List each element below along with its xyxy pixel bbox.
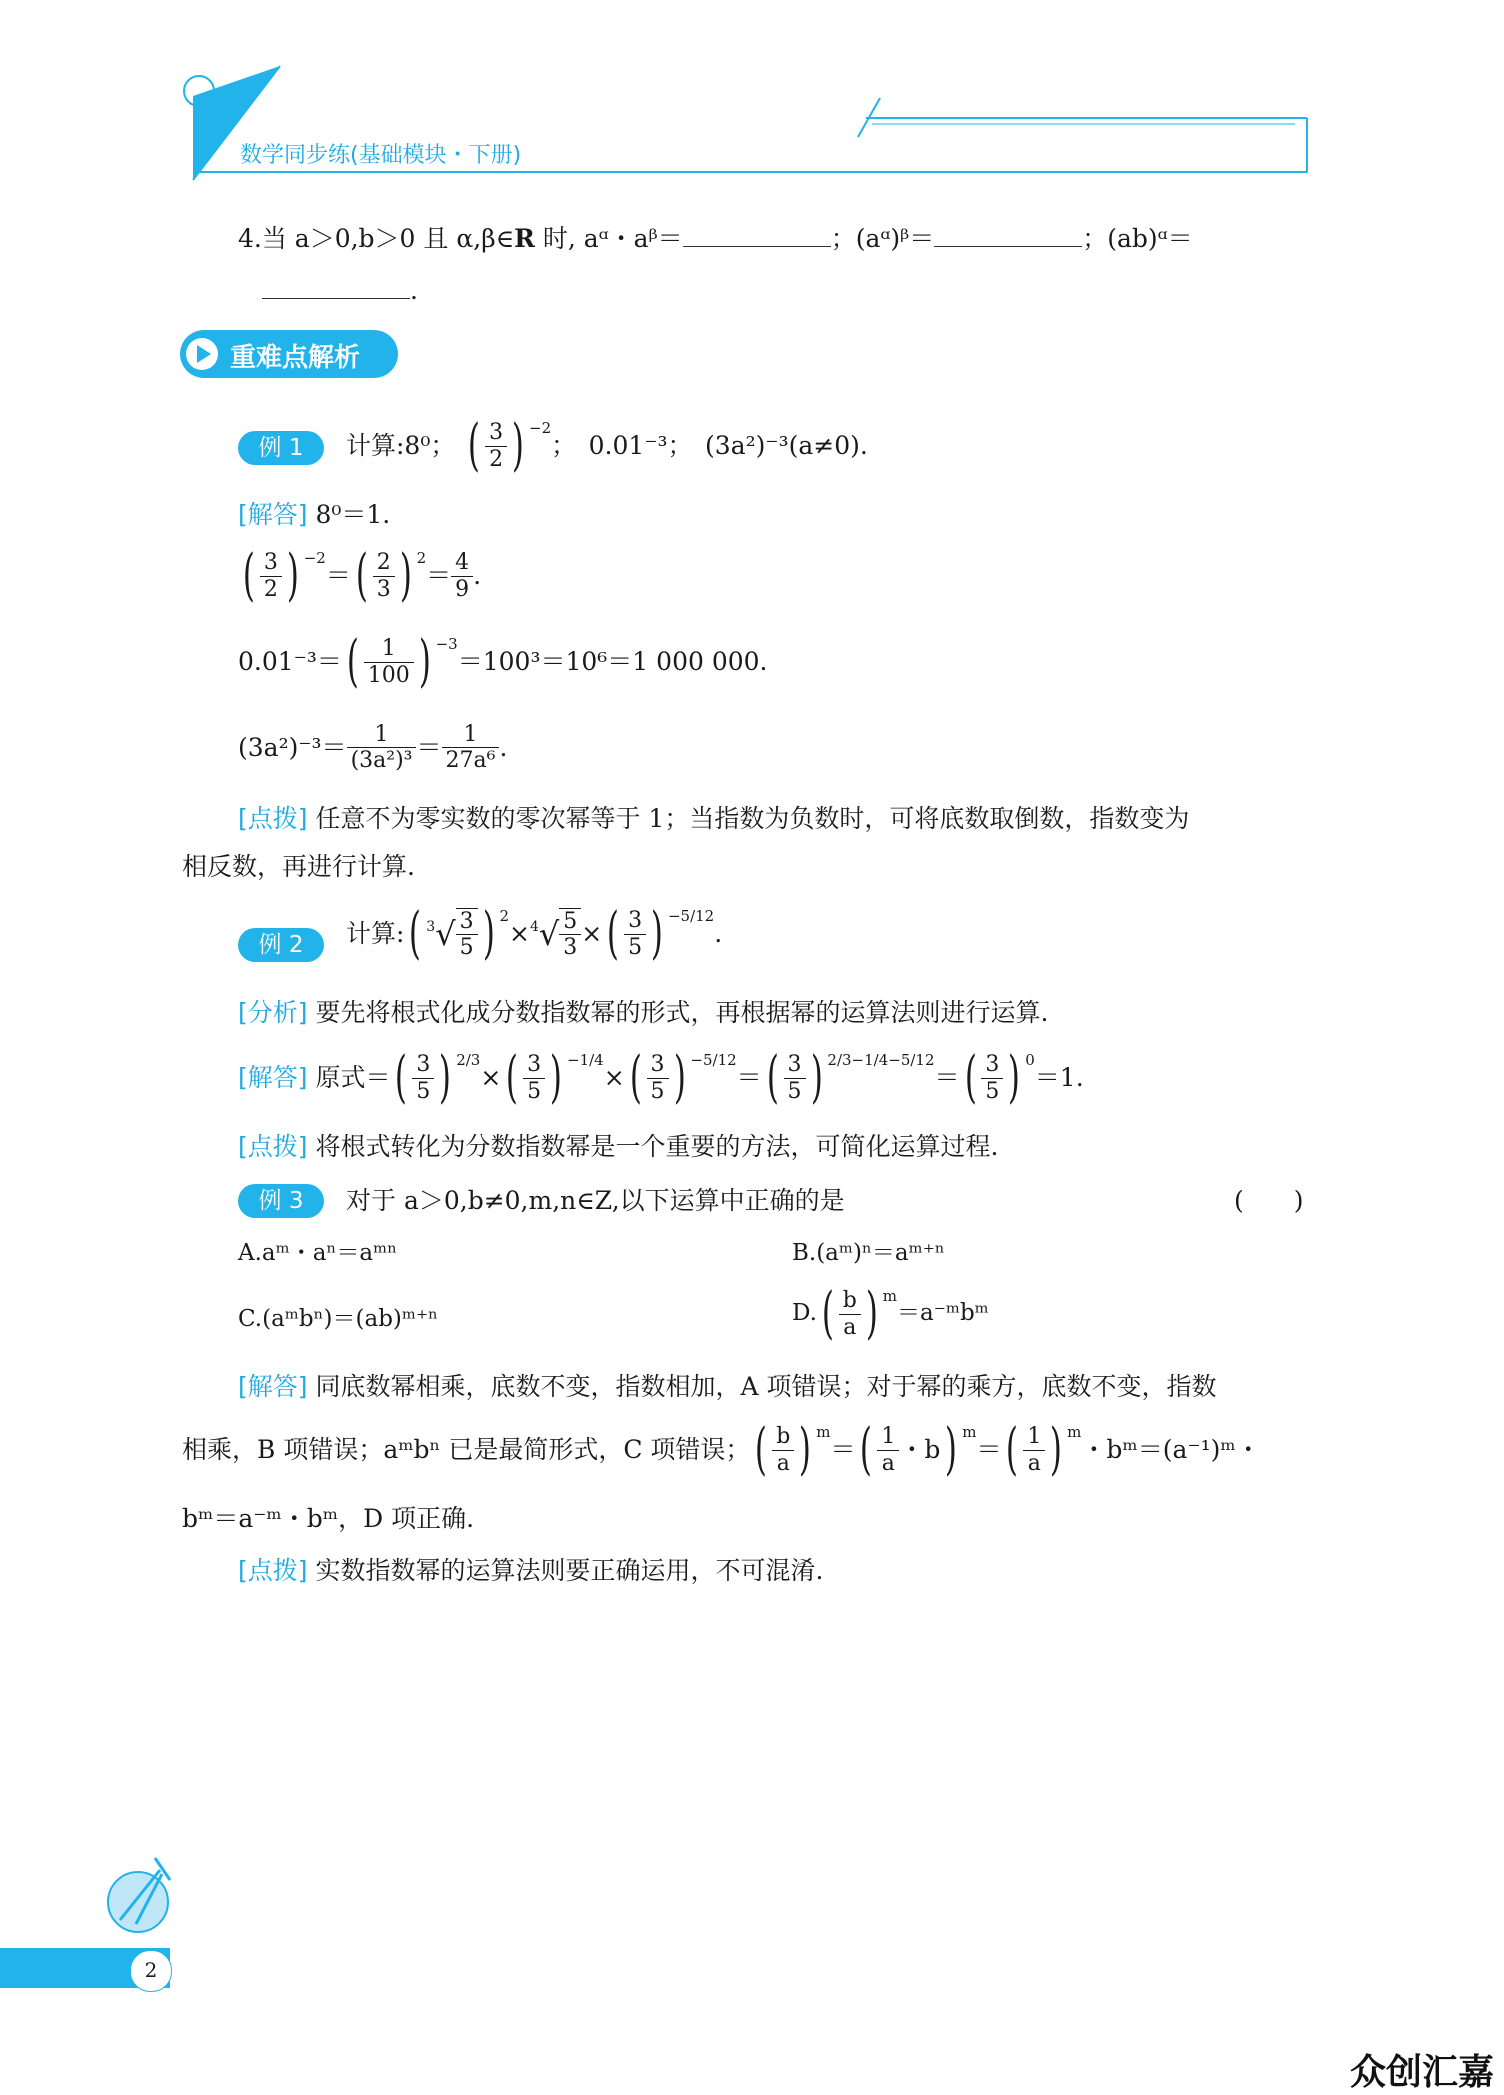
example-3-solve-line3: bᵐ＝a⁻ᵐ・bᵐ，D 项正确. [182,1504,475,1533]
example-3-solve: [解答] 同底数幂相乘，底数不变，指数相加，A 项错误；对于幂的乘方，底数不变，指数 [238,1372,1217,1401]
example-1-tip: [点拨] 任意不为零实数的零次幂等于 1；当指数为负数时，可将底数取倒数，指数变为 [238,804,1190,833]
example-1-solve-line2: ( $\frac{3}{2}$ ) $^{-2}$＝( $\frac{2}{3}$ ) $^2$＝ $\frac{4}{9}$ . [242,543,482,608]
page-number: 2 [130,1950,172,1992]
example-1-solve-line1: [解答] 8⁰＝1. [238,500,391,529]
example-1-pill: 例 1 [238,431,324,465]
example-1-tip-line2: 相反数，再进行计算. [182,852,415,881]
play-icon [184,336,220,372]
question-4: 4.当 a＞0,b＞0 且 α,β∈R 时, aᵅ・aᵝ＝ ；(aᵅ)ᵝ＝ ；(ab)ᵅ＝ [238,220,1193,254]
answer-bracket: ( ) [1234,1186,1304,1215]
option-b: B.(aᵐ)ⁿ＝aᵐ⁺ⁿ [792,1240,945,1266]
section-header [180,330,398,378]
option-a: A.aᵐ・aⁿ＝aᵐⁿ [238,1240,398,1266]
option-d: D.( $\frac{b}{a}$ ) $^m$＝a⁻ᵐbᵐ [792,1281,989,1346]
example-1-solve-line4: (3a²)⁻³＝ $\frac{1}{\text{(3a²)³}}$ ＝ $\frac{1}{\text{27a⁶}}$ . [238,722,508,774]
example-2-pill: 例 2 [238,928,324,962]
option-c: C.(aᵐbⁿ)＝(ab)ᵐ⁺ⁿ [238,1306,439,1332]
example-3-pill: 例 3 [238,1184,324,1218]
example-1-solve-line3: 0.01⁻³＝( $\frac{1}{100}$ ) $^{-3}$＝100³＝10⁶＝1 000 000. [238,629,768,694]
question-4-line2: . [262,272,418,306]
example-2-tip: [点拨] 将根式转化为分数指数幂是一个重要的方法，可简化运算过程. [238,1132,999,1161]
watermark: 众创汇嘉 [1350,2052,1495,2093]
section-title: 重难点解析 [230,343,361,373]
compass-globe-icon [100,1850,190,1940]
example-3-tip: [点拨] 实数指数幂的运算法则要正确运用，不可混淆. [238,1556,824,1585]
example-3-solve-line2: 相乘，B 项错误；aᵐbⁿ 已是最简形式，C 项错误；( $\frac{b}{a}$ ) $^m$＝( $\frac{1}{a}$ ・b) $^m$＝( $\frac{1}{a}$ ) $^m$・bᵐ＝(a⁻¹)ᵐ・ [182,1417,1261,1482]
example-1-prompt: 计算:8⁰； ( $\frac{3}{2}$ ) $^{-2}$； 0.01⁻³； (3a²)⁻³(a≠0). [346,413,868,478]
example-3-prompt: 对于 a＞0,b≠0,m,n∈Z,以下运算中正确的是 [346,1186,845,1215]
example-2-analysis: [分析] 要先将根式化成分数指数幂的形式，再根据幂的运算法则进行运算. [238,998,1049,1027]
example-2-prompt: 计算:( $^3$√ $\frac{3}{5}$ ) $^2$×$^4$√ $\frac{5}{3}$ ×( $\frac{3}{5}$ ) $^{-5/12}$. [346,901,723,966]
example-2-solve: [解答] 原式＝( $\frac{3}{5}$ ) $^{2/3}$×( $\frac{3}{5}$ ) $^{-1/4}$×( $\frac{3}{5}$ ) $^{-5/12}$＝( $\frac{3}{5}$ ) $^{2/3-1/4-5/12}$＝( $\frac{3}{5}$ ) $^0$＝1. [238,1045,1084,1110]
header-decoration [0,0,1504,200]
book-title: 数学同步练(基础模块・下册) [240,143,522,168]
